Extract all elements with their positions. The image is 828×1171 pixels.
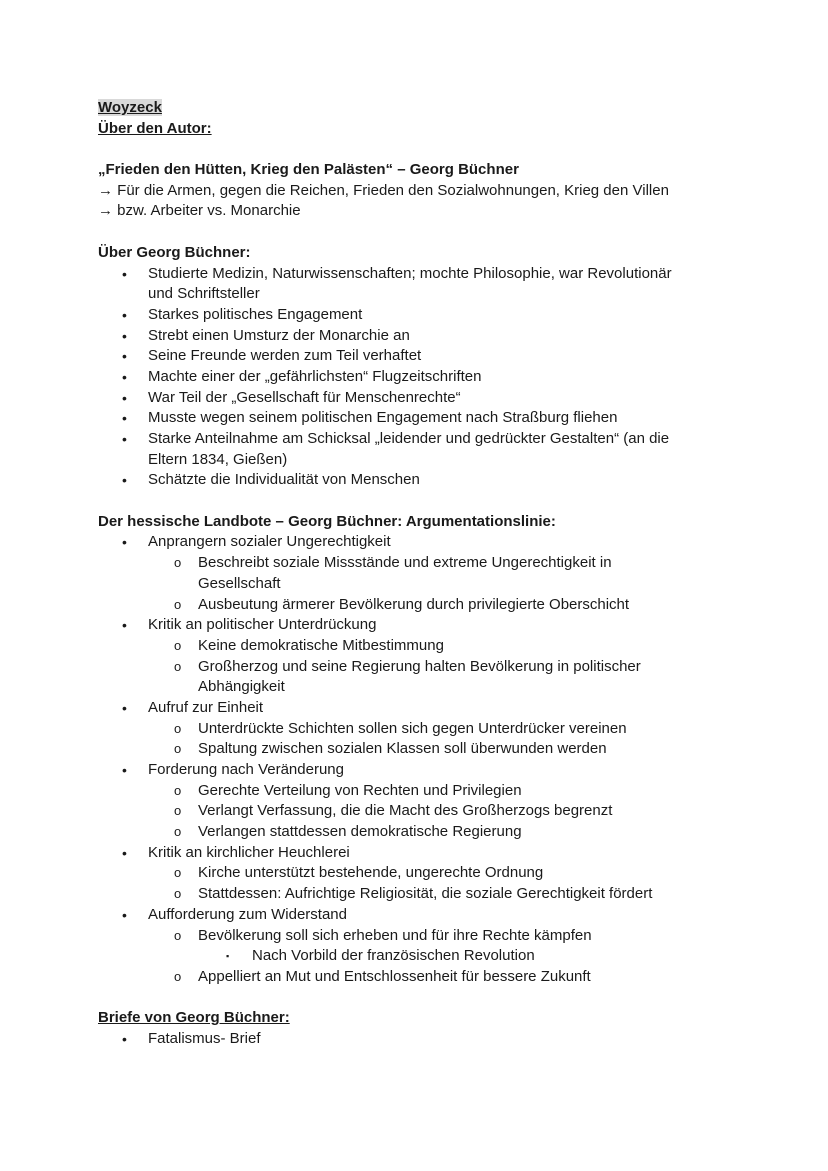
circle-bullet-icon: o (174, 720, 182, 736)
sub-list-item (98, 884, 778, 905)
list-item (98, 450, 778, 471)
list-item (98, 843, 778, 864)
list-item (98, 305, 778, 326)
buechner-heading: Über Georg Büchner: (98, 243, 251, 261)
list-item (98, 615, 778, 636)
quote: „Frieden den Hütten, Krieg den Palästen“ – Georg Büchner (98, 161, 519, 179)
list-item-text: Ausbeutung ärmerer Bevölkerung durch privilegierte Oberschicht (198, 595, 630, 613)
sub-list-item (98, 739, 778, 760)
list-item-text: Seine Freunde werden zum Teil verhaftet (148, 347, 422, 365)
bullet-icon: • (122, 534, 127, 551)
list-item-text: Anprangern sozialer Ungerechtigkeit (148, 533, 391, 551)
circle-bullet-icon: o (174, 637, 182, 653)
list-item-text: Machte einer der „gefährlichsten“ Flugzeitschriften (148, 367, 482, 385)
circle-bullet-icon: o (174, 803, 182, 819)
circle-bullet-icon: o (174, 927, 182, 943)
list-item (98, 326, 778, 347)
bullet-icon: • (122, 844, 127, 861)
document-page (98, 98, 778, 1050)
circle-bullet-icon: o (174, 824, 182, 840)
list-item-text: Großherzog und seine Regierung halten Bevölkerung in politischer (198, 657, 641, 675)
list-item-text: Bevölkerung soll sich erheben und für ihre Rechte kämpfen (198, 926, 592, 944)
bullet-icon: • (122, 265, 127, 282)
sub-list-item (98, 781, 778, 802)
document-title: Woyzeck (98, 99, 162, 116)
list-item-text: und Schriftsteller (148, 285, 260, 303)
list-item-text: Starke Anteilnahme am Schicksal „leidender und gedrückter Gestalten“ (an die (148, 430, 670, 447)
list-item (98, 1029, 778, 1050)
bullet-icon: • (122, 906, 127, 923)
sub-list-item (98, 719, 778, 740)
bullet-icon: • (122, 617, 127, 634)
bullet-icon: • (122, 699, 127, 716)
list-item-text: Starkes politisches Engagement (148, 305, 363, 323)
list-item-text: Verlangt Verfassung, die die Macht des Großherzogs begrenzt (198, 802, 613, 820)
list-item-text: War Teil der „Gesellschaft für Menschenrechte“ (148, 388, 461, 406)
sub-list-item (98, 926, 778, 947)
list-item-text: Abhängigkeit (198, 678, 285, 696)
list-item (98, 284, 778, 305)
list-item-text: Forderung nach Veränderung (148, 761, 344, 778)
arrow-line: → bzw. Arbeiter vs. Monarchie (98, 202, 301, 220)
list-item-text: Kritik an politischer Unterdrückung (148, 616, 377, 634)
list-item-text: Musste wegen seinem politischen Engagement nach Straßburg fliehen (148, 409, 618, 427)
circle-bullet-icon: o (174, 596, 182, 612)
about-heading: Über den Autor: (98, 119, 212, 137)
letters-heading: Briefe von Georg Büchner: (98, 1009, 290, 1027)
list-item-text: Studierte Medizin, Naturwissenschaften; mochte Philosophie, war Revolutionär (148, 264, 672, 282)
list-item (98, 367, 778, 388)
bullet-icon: • (122, 368, 127, 385)
list-item (98, 532, 778, 553)
landbote-list (98, 532, 778, 987)
list-item-text: Strebt einen Umsturz der Monarchie an (148, 326, 410, 344)
list-item-text: Kritik an kirchlicher Heuchlerei (148, 843, 350, 861)
list-item (98, 408, 778, 429)
list-item-text: Gerechte Verteilung von Rechten und Privilegien (198, 781, 522, 799)
list-item-text: Schätzte die Individualität von Menschen (148, 471, 420, 489)
circle-bullet-icon: o (174, 555, 182, 571)
list-item-text: Nach Vorbild der französischen Revolution (252, 947, 535, 965)
bullet-icon: • (122, 762, 127, 778)
list-item (98, 346, 778, 367)
list-item (98, 429, 778, 450)
list-item (98, 264, 778, 285)
sub-list-item (98, 677, 778, 698)
buechner-list (98, 264, 778, 492)
bullet-icon: • (122, 306, 127, 323)
circle-bullet-icon: o (174, 741, 182, 757)
sub-list-item (98, 595, 778, 616)
sub-list-item (98, 636, 778, 657)
bullet-icon: • (122, 472, 127, 489)
sub-list-item (98, 863, 778, 884)
letters-list (98, 1029, 778, 1050)
list-item-text: Keine demokratische Mitbestimmung (198, 636, 444, 654)
bullet-icon: • (122, 431, 127, 447)
bullet-icon: • (122, 1030, 127, 1047)
sub-list-item (98, 801, 778, 822)
list-item (98, 905, 778, 926)
arrow-line: → Für die Armen, gegen die Reichen, Frieden den Sozialwohnungen, Krieg den Villen (98, 181, 669, 199)
sub-sub-list-item (98, 946, 778, 967)
list-item (98, 760, 778, 781)
circle-bullet-icon: o (174, 658, 182, 674)
bullet-icon: • (122, 327, 127, 344)
square-bullet-icon: ▪ (226, 951, 230, 962)
circle-bullet-icon: o (174, 886, 182, 902)
circle-bullet-icon: o (174, 782, 182, 798)
list-item-text: Beschreibt soziale Missstände und extreme Ungerechtigkeit in (198, 554, 612, 572)
circle-bullet-icon: o (174, 865, 182, 881)
bullet-icon: • (122, 410, 127, 427)
list-item-text: Stattdessen: Aufrichtige Religiosität, die soziale Gerechtigkeit fördert (198, 885, 653, 903)
sub-list-item (98, 657, 778, 678)
list-item (98, 470, 778, 491)
list-item-text: Unterdrückte Schichten sollen sich gegen Unterdrücker vereinen (198, 719, 627, 737)
sub-list-item (98, 822, 778, 843)
sub-list-item (98, 574, 778, 595)
bullet-icon: • (122, 389, 127, 406)
list-item-text: Fatalismus- Brief (148, 1029, 261, 1047)
circle-bullet-icon: o (174, 968, 182, 984)
landbote-heading: Der hessische Landbote – Georg Büchner: Argumentationslinie: (98, 512, 556, 530)
list-item-text: Gesellschaft (198, 574, 281, 592)
bullet-icon: • (122, 348, 127, 365)
list-item-text: Verlangen stattdessen demokratische Regierung (198, 823, 522, 841)
list-item-text: Kirche unterstützt bestehende, ungerechte Ordnung (198, 864, 544, 882)
list-item-text: Eltern 1834, Gießen) (148, 450, 288, 468)
sub-list-item (98, 553, 778, 574)
list-item-text: Aufforderung zum Widerstand (148, 905, 347, 923)
list-item-text: Spaltung zwischen sozialen Klassen soll überwunden werden (198, 740, 607, 758)
sub-list-item (98, 967, 778, 988)
list-item (98, 698, 778, 719)
list-item-text: Appelliert an Mut und Entschlossenheit für bessere Zukunft (198, 967, 591, 985)
list-item-text: Aufruf zur Einheit (148, 698, 264, 716)
list-item (98, 388, 778, 409)
